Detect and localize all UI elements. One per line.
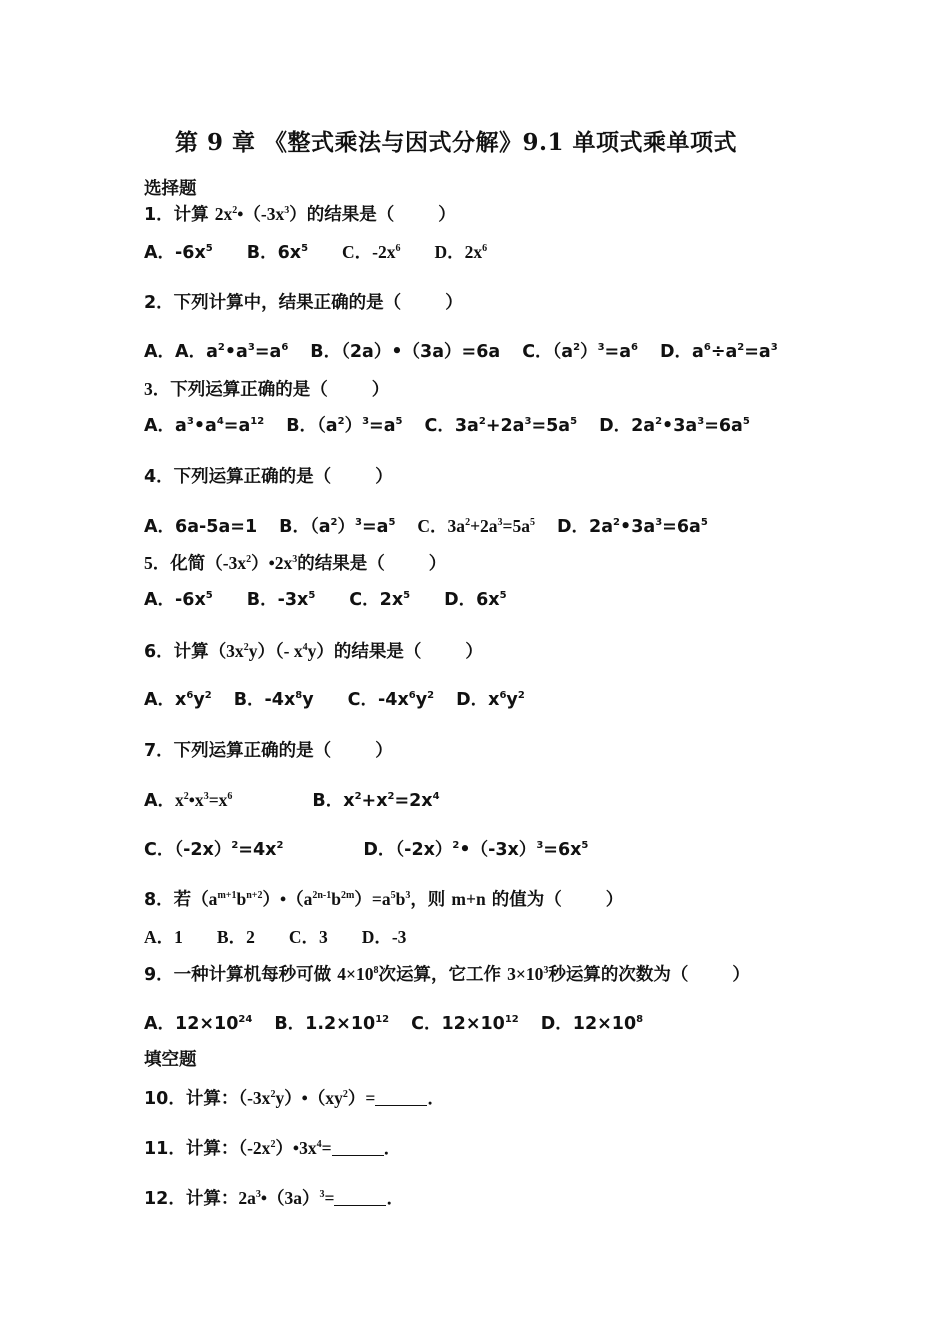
section-heading-choice: 选择题 bbox=[144, 179, 197, 199]
answer-blank-12[interactable] bbox=[334, 1188, 386, 1206]
question-2-stem: 2．下列计算中，结果正确的是（ ） bbox=[144, 293, 463, 313]
question-4-stem: 4．下列运算正确的是（ ） bbox=[144, 467, 393, 487]
question-3-options: A．$a^3•a^4=a^{12}$ B．$(a^2)^3=a^5$ C．$3a^2+2a^3=5a^5$ D．$2a^2•3a^3=6a^5$ bbox=[144, 416, 750, 436]
answer-blank-11[interactable] bbox=[332, 1138, 384, 1156]
question-8-options: A．1 B．2 C．3 D．-3 bbox=[144, 927, 407, 947]
question-5-options: A．$-6x^5$ B．$-3x^5$ C．$2x^5$ D．$6x^5$ bbox=[144, 590, 507, 610]
section-heading-fill: 填空题 bbox=[144, 1050, 197, 1070]
answer-blank-10[interactable] bbox=[375, 1088, 427, 1106]
question-9-options: A．$12\times 10^{24}$ B．$1.2\times 10^{12}$ C．$12\times 10^{12}$ D．$12\times 10^8$ bbox=[144, 1014, 644, 1034]
question-6-stem: 6．计算$(3x^2y)(-$ $x^4y$）的结果是（ ） bbox=[144, 641, 483, 662]
question-9-stem: 9．一种计算机每秒可做 $4\times 10^8$次运算，它工作 $3\times 10^3$秒运算的次数为（ ） bbox=[144, 964, 750, 985]
question-7-options-cd: C．$(-2x)^2=4x^2$ D．$(-2x)^2•(-3x)^3=6x^5$ bbox=[144, 840, 589, 860]
question-1-stem: 1．计算 $2x^2•(-3x^3)$的结果是（ ） bbox=[144, 204, 456, 225]
question-10-stem: 10．计算：$(-3x^2y)•(xy^2)=$ ． bbox=[144, 1088, 445, 1109]
question-11-stem: 11．计算：$(-2x^2)•3x^4=$ ． bbox=[144, 1138, 402, 1159]
question-2-options: A．A．$a^2•a^3=a^6$ B．（2a）•（3a）=6a C．$(a^2)^3=a^6$ D．$a^6\div a^2=a^3$ bbox=[144, 342, 778, 362]
question-1-options: A．$-6x^5$ B．$6x^5$ C．$-2x^6$ D．$2x^6$ bbox=[144, 242, 488, 263]
question-7-options-ab: A．$x^2•x^3=x^6$ B．$x^2+x^2=2x^4$ bbox=[144, 790, 440, 811]
question-6-options: A．$x^6y^2$ B．$-4x^8y$ C．$-4x^6y^2$ D．$x^6y^2$ bbox=[144, 690, 525, 710]
question-5-stem: 5．化简$(-3x^2)•2x^3$的结果是（ ） bbox=[144, 553, 447, 574]
question-4-options: A．6a-5a=1 B．$(a^2)^3=a^5$ C．$3a^2+2a^3=5a^5$ D．$2a^2•3a^3=6a^5$ bbox=[144, 516, 708, 537]
question-12-stem: 12．计算：$2a^3•(3a)^3=$ ． bbox=[144, 1188, 404, 1209]
question-3-stem: 3．下列运算正确的是（ ） bbox=[144, 379, 390, 400]
page-title: 第 9 章 《整式乘法与因式分解》9.1 单项式乘单项式 bbox=[174, 129, 738, 156]
question-8-stem: 8．若$(a^{m+1}b^{n+2})•(a^{2n-1}b^{2m})=a^5b^3$，则 m+n 的值为（ ） bbox=[144, 889, 624, 910]
question-7-stem: 7．下列运算正确的是（ ） bbox=[144, 741, 393, 761]
